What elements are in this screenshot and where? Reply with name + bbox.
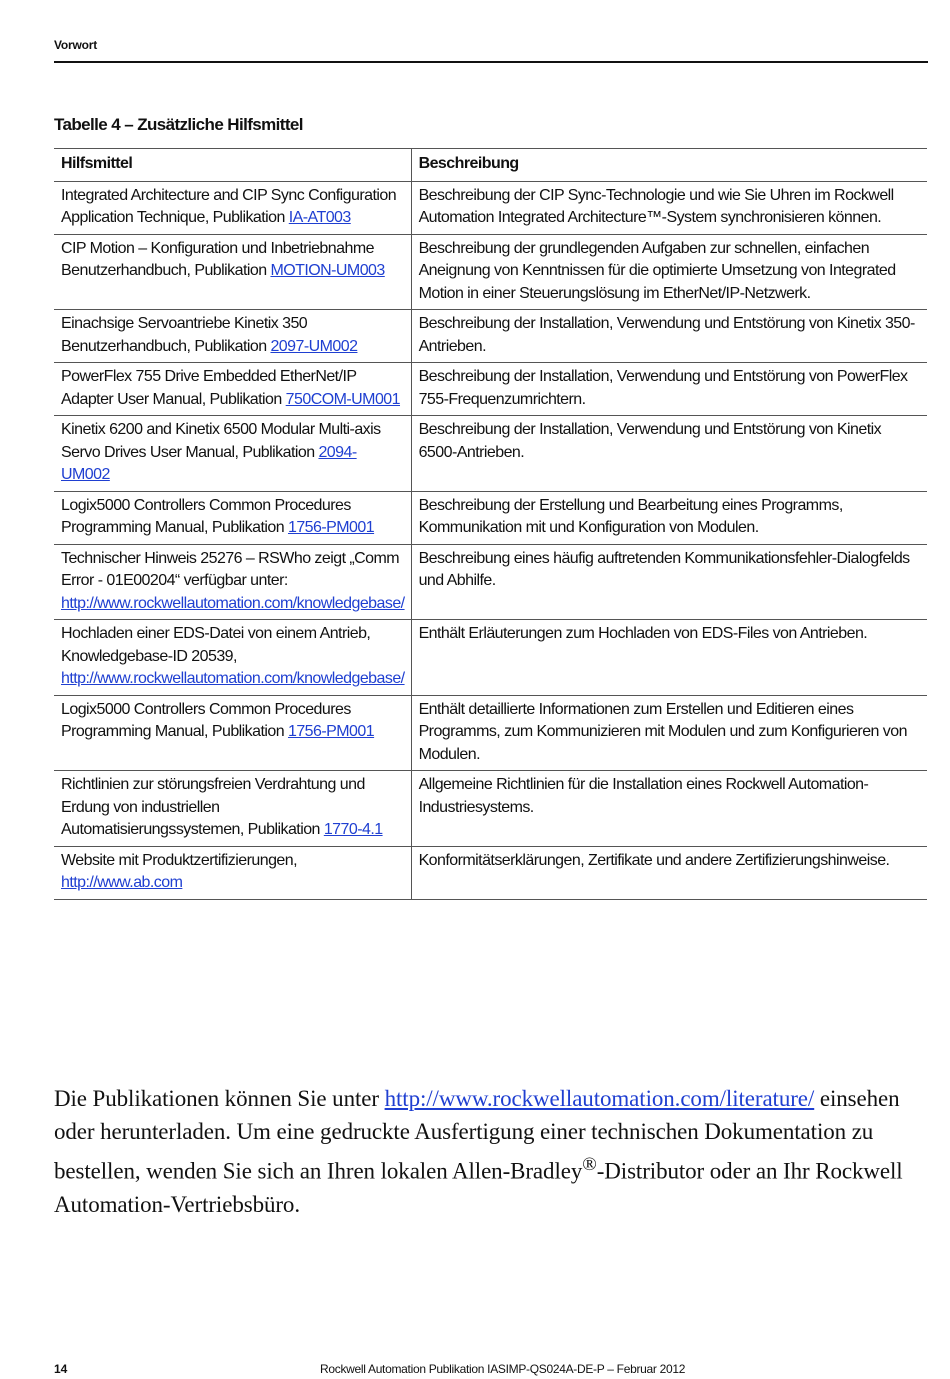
resource-name: Einachsige Servoantriebe Kinetix 350 Benutzerhandbuch, Publikation <box>61 315 308 355</box>
description-cell: Beschreibung der Installation, Verwendung und Entstörung von Kinetix 6500-Antrieben. <box>411 416 927 492</box>
resource-name: PowerFlex 755 Drive Embedded EtherNet/IP Adapter User Manual, Publikation <box>61 368 357 408</box>
table-row <box>54 620 927 696</box>
publication-link[interactable]: MOTION-UM003 <box>270 262 385 279</box>
description-cell: Enthält detaillierte Informationen zum Erstellen und Editieren eines Programms, zum Kommunizieren mit Modulen und zum Konfigurieren von Modulen. <box>411 695 927 771</box>
table-row <box>54 363 927 416</box>
table-row <box>54 846 927 899</box>
resource-name: Kinetix 6200 and Kinetix 6500 Modular Multi-axis Servo Drives User Manual, Publikation <box>61 421 381 461</box>
table-row <box>54 771 927 847</box>
page-number: 14 <box>54 1362 68 1376</box>
resource-cell <box>54 544 411 620</box>
resource-cell <box>54 491 411 544</box>
resource-name: Logix5000 Controllers Common Procedures Programming Manual, Publikation <box>61 700 351 740</box>
publication-link[interactable]: 2094-UM002 <box>61 443 357 483</box>
table-caption: Tabelle 4 – Zusätzliche Hilfsmittel <box>54 115 303 134</box>
header-divider <box>54 61 928 63</box>
description-cell: Beschreibung der CIP Sync-Technologie und wie Sie Uhren im Rockwell Automation Integrated Architecture™-System synchronisieren können. <box>411 181 927 234</box>
column-header-description: Beschreibung <box>411 149 927 182</box>
table-header-row <box>54 149 927 182</box>
table-row <box>54 181 927 234</box>
publication-link[interactable]: 1756-PM001 <box>287 519 375 536</box>
literature-link[interactable]: http://www.rockwellautomation.com/literature/ <box>384 1086 815 1111</box>
section-header: Vorwort <box>54 38 98 52</box>
resource-cell <box>54 846 411 899</box>
knowledgebase-link[interactable]: http://www.rockwellautomation.com/knowledgebase/ <box>61 670 405 687</box>
publication-link[interactable]: 2097-UM002 <box>270 337 358 355</box>
description-cell: Beschreibung der Installation, Verwendung und Entstörung von PowerFlex 755-Frequenzumrichtern. <box>411 363 927 416</box>
resource-name: Logix5000 Controllers Common Procedures Programming Manual, Publikation <box>61 496 351 536</box>
resources-table <box>54 148 927 900</box>
resource-name: Technischer Hinweis 25276 – RSWho zeigt „Comm Error - 01E00204“ verfügbar unter: <box>61 549 400 589</box>
publication-link[interactable]: IA-AT003 <box>288 209 351 226</box>
body-text-middle: einsehen oder herunterladen. Um eine gedruckte Ausfertigung einer technischen Dokumentation zu bestellen, wenden Sie sich an Ihren lokalen Allen-Bradley <box>54 1086 900 1184</box>
table-row <box>54 695 927 771</box>
description-cell: Beschreibung der grundlegenden Aufgaben zur schnellen, einfachen Aneignung von Kenntnissen für die optimierte Umsetzung von Integrated Motion in einer Steuerungslösung im EtherNet/IP-Netzwerk. <box>411 234 927 310</box>
resource-name: Richtlinien zur störungsfreien Verdrahtung und Erdung von industriellen Automatisierungssystemen, Publikation <box>61 776 365 838</box>
resource-cell <box>54 620 411 696</box>
resource-cell <box>54 695 411 771</box>
resource-cell <box>54 181 411 234</box>
publication-footer: Rockwell Automation Publikation IASIMP-QS024A-DE-P – Februar 2012 <box>320 1362 686 1376</box>
body-text-end: -Distributor oder an Ihr Rockwell Automation-Vertriebsbüro. <box>54 1158 903 1217</box>
resource-cell <box>54 771 411 847</box>
description-cell: Allgemeine Richtlinien für die Installation eines Rockwell Automation-Industriesystems. <box>411 771 927 847</box>
publication-link[interactable]: 1756-PM001 <box>287 723 375 740</box>
publication-link[interactable]: 750COM-UM001 <box>285 390 401 408</box>
resource-cell <box>54 310 411 363</box>
resource-name: Integrated Architecture and CIP Sync Configuration Application Technique, Publikation <box>61 186 397 226</box>
body-text-start: Die Publikationen können Sie unter <box>54 1086 379 1111</box>
table-row <box>54 416 927 492</box>
table-row <box>54 310 927 363</box>
registered-mark: ® <box>582 1154 597 1175</box>
table-row <box>54 544 927 620</box>
resource-cell <box>54 363 411 416</box>
description-cell: Beschreibung der Erstellung und Bearbeitung eines Programms, Kommunikation mit und Konfiguration von Modulen. <box>411 491 927 544</box>
resource-name: Hochladen einer EDS-Datei von einem Antrieb, Knowledgebase-ID 20539, <box>61 625 371 665</box>
description-cell: Enthält Erläuterungen zum Hochladen von EDS-Files von Antrieben. <box>411 620 927 696</box>
publication-link[interactable]: 1770-4.1 <box>323 821 383 838</box>
description-cell: Beschreibung eines häufig auftretenden Kommunikationsfehler-Dialogfelds und Abhilfe. <box>411 544 927 620</box>
body-paragraph <box>54 1082 934 1221</box>
website-link[interactable]: http://www.ab.com <box>61 874 183 891</box>
description-cell: Beschreibung der Installation, Verwendung und Entstörung von Kinetix 350-Antrieben. <box>411 310 927 363</box>
description-cell: Konformitätserklärungen, Zertifikate und andere Zertifizierungshinweise. <box>411 846 927 899</box>
column-header-resource: Hilfsmittel <box>54 149 411 182</box>
knowledgebase-link[interactable]: http://www.rockwellautomation.com/knowledgebase/ <box>61 594 405 612</box>
table-row <box>54 491 927 544</box>
table-row <box>54 234 927 310</box>
resource-cell <box>54 234 411 310</box>
resource-cell <box>54 416 411 492</box>
resource-name: CIP Motion – Konfiguration und Inbetriebnahme Benutzerhandbuch, Publikation <box>61 239 374 279</box>
resource-name: Website mit Produktzertifizierungen, <box>61 851 298 869</box>
